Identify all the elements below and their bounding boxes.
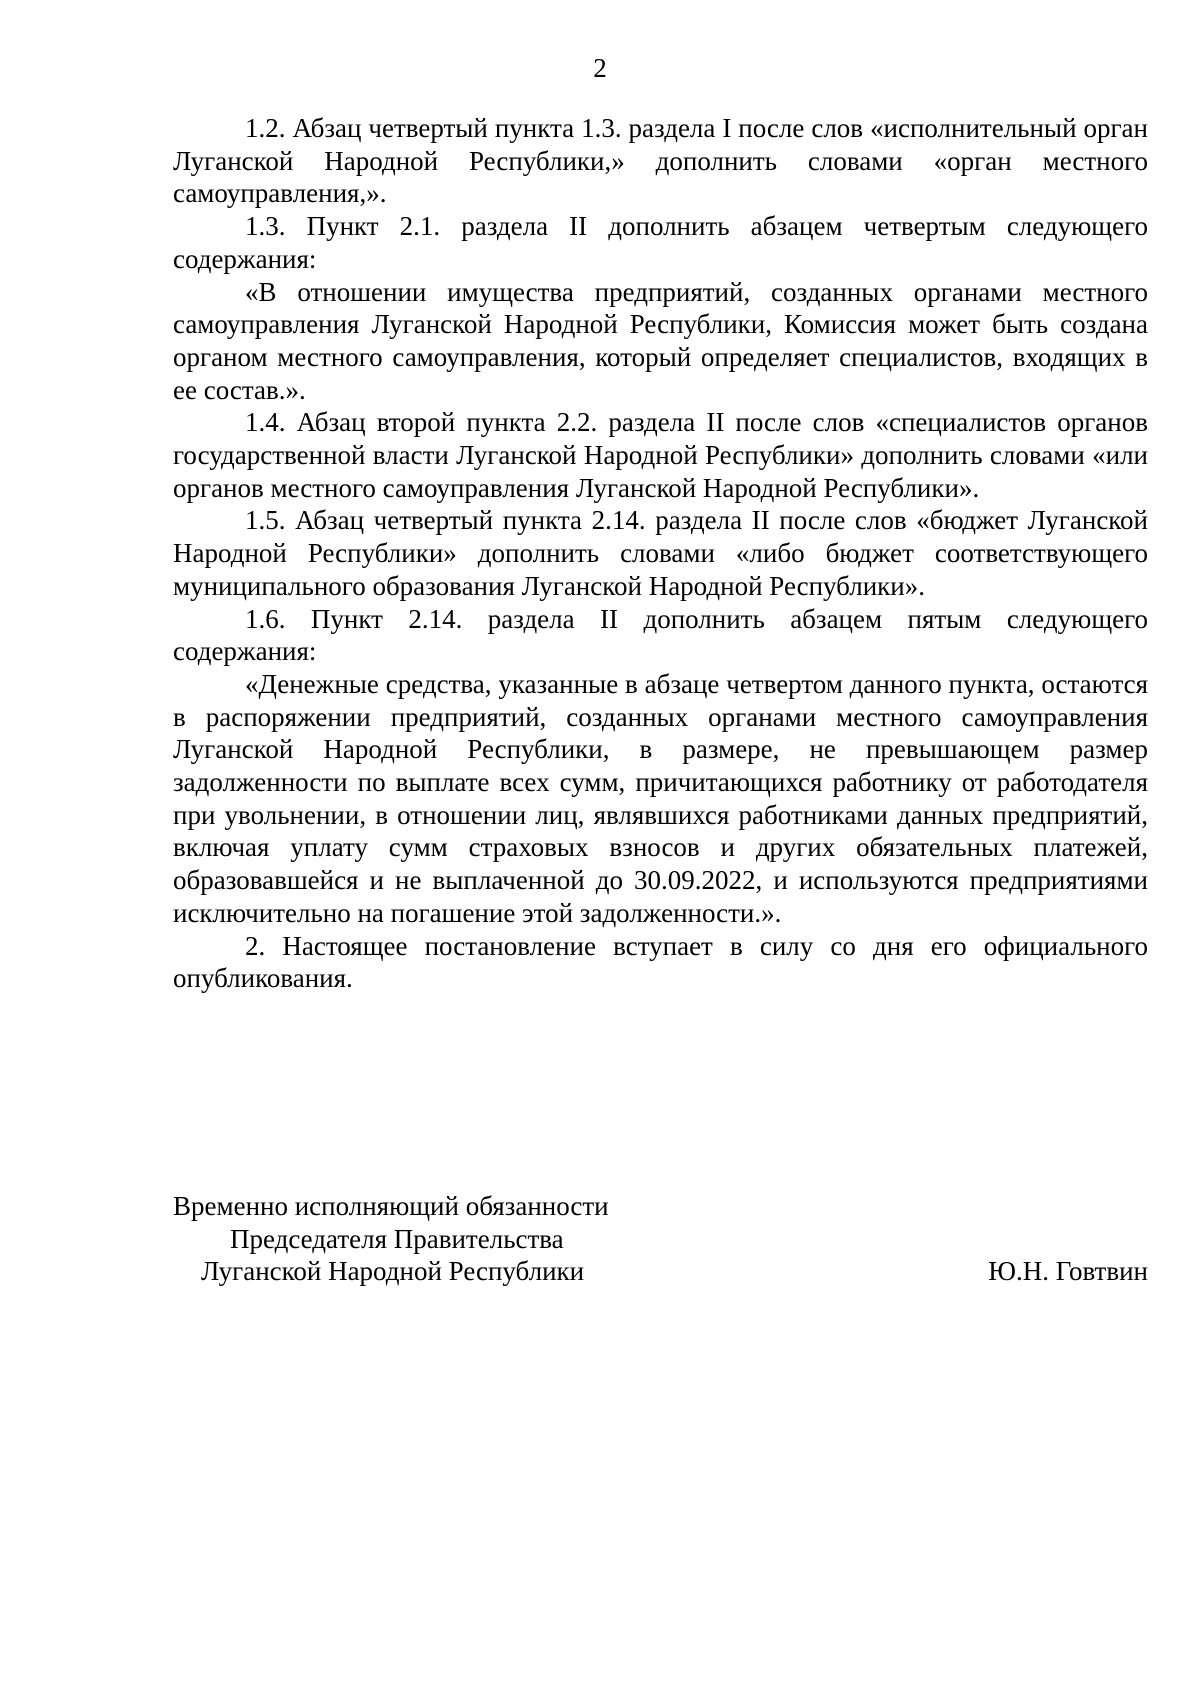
signatory-name: Ю.Н. Говтвин [988, 1256, 1148, 1287]
paragraph-1-3-quote: «В отношении имущества предприятий, созданных органами местного самоуправления Луганской Народной Республики, Комиссия может быть создана органом местного самоуправления, который определяет специалистов, входящих в ее состав.». [173, 276, 1148, 405]
paragraph-1-5: 1.5. Абзац четвертый пункта 2.14. раздела II после слов «бюджет Луганской Народной Республики» дополнить словами «либо бюджет соответствующего муниципального образования Луганской Народной Республики». [173, 505, 1148, 601]
signatory-title-line-2: Председателя Правительства [230, 1223, 564, 1254]
signature-block [173, 1190, 1148, 1288]
page-number: 2 [593, 53, 607, 83]
document-body [173, 112, 1148, 995]
paragraph-1-4: 1.4. Абзац второй пункта 2.2. раздела II после слов «специалистов органов государственной власти Луганской Народной Республики» дополнить словами «или органов местного самоуправления Луганской Народной Республики». [173, 407, 1148, 503]
paragraph-2: 2. Настоящее постановление вступает в силу со дня его официального опубликования. [173, 930, 1148, 994]
paragraph-1-6: 1.6. Пункт 2.14. раздела II дополнить абзацем пятым следующего содержания: [173, 603, 1148, 667]
signatory-title-line-1: Временно исполняющий обязанности [173, 1191, 609, 1221]
paragraph-1-3: 1.3. Пункт 2.1. раздела II дополнить абзацем четвертым следующего содержания: [173, 211, 1148, 274]
paragraph-1-6-quote: «Денежные средства, указанные в абзаце четвертом данного пункта, остаются в распоряжении предприятий, созданных органами местного самоуправления Луганской Народной Республики, в размере, не превышающем размер задолженности по выплате всех сумм, причитающихся работнику от работодателя при увольнении, в отношении лиц, являвшихся работниками данных предприятий, включая уплату сумм страховых взносов и других обязательных платежей, образовавшейся и не выплаченной до 30.09.2022, и используются предприятиями исключительно на погашение этой задолженности.». [173, 668, 1148, 928]
signatory-title-line-3: Луганской Народной Республики [201, 1256, 585, 1287]
paragraph-1-2: 1.2. Абзац четвертый пункта 1.3. раздела I после слов «исполнительный орган Луганской Народной Республики,» дополнить словами «орган местного самоуправления,». [173, 113, 1148, 209]
